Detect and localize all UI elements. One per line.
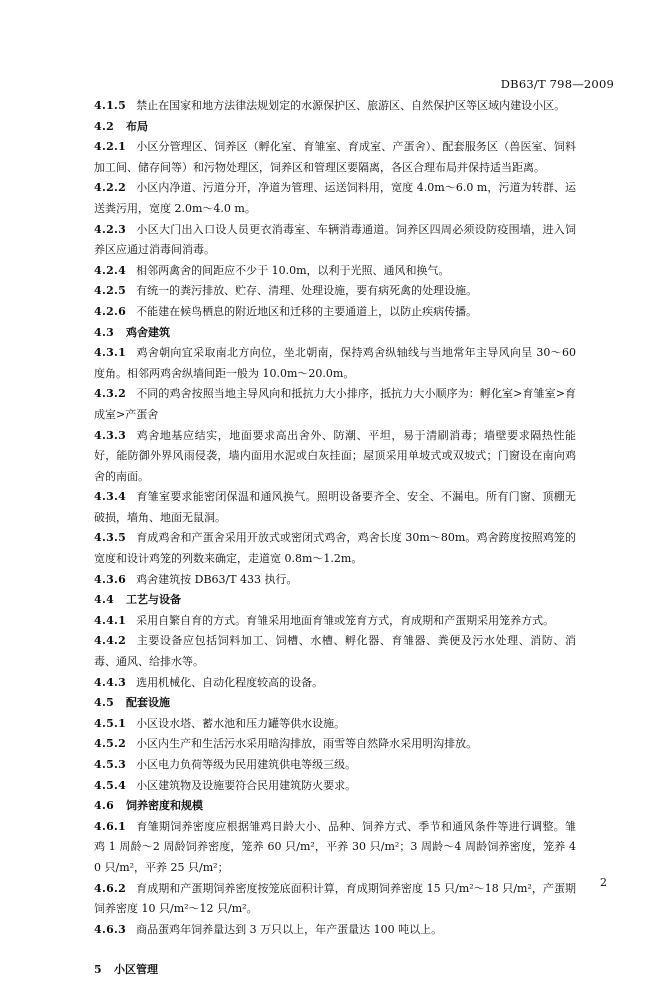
clause-4-3-5 [94,528,576,569]
clause-4-4-2 [94,631,576,672]
clause-4-3-2 [94,384,576,425]
clause-4-5-2 [94,734,576,755]
clause-text: 育成期和产蛋期饲养密度按笼底面积计算，育成期饲养密度 15 只/m²～18 只/m²，产蛋期饲养密度 10 只/m²～12 只/m²。 [94,881,576,916]
section-title: 工艺与设备 [126,593,182,607]
clause-text: 商品蛋鸡年饲养量达到 3 万只以上，年产蛋量达 100 吨以上。 [136,922,443,936]
clause-4-4-3 [94,673,576,694]
clause-text: 鸡舍建筑按 DB63/T 433 执行。 [136,572,298,586]
clause-number: 4.4.2 [94,634,127,648]
section-number: 4.4 [94,593,115,607]
standard-code-header: DB63/T 798—2009 [500,77,614,91]
clause-number: 4.4.3 [94,675,127,689]
section-number: 4.5 [94,696,115,710]
clause-4-1-5 [94,96,576,117]
clause-number: 4.1.5 [94,99,127,112]
clause-4-3-1 [94,343,576,384]
clause-text: 育雏室要求能密闭保温和通风换气。照明设备要齐全、安全、不漏电。所有门窗、顶棚无破损，墙角、地面无鼠洞。 [94,490,576,524]
clause-number: 4.3.1 [94,346,127,360]
clause-text: 小区分管理区、饲养区（孵化室、育雏室、育成室、产蛋舍）、配套服务区（兽医室、饲料加工间、储存间等）和污物处理区，饲养区和管理区要隔离，各区合理布局并保持适当距离。 [94,140,576,174]
page-number: 2 [600,876,607,889]
clause-4-3-3 [94,426,576,488]
clause-number: 4.2.4 [94,263,127,277]
clause-number: 4.2.6 [94,304,127,318]
section-title: 配套设施 [126,696,171,710]
clause-4-2-1 [94,137,576,178]
clause-4-3-4 [94,487,576,528]
section-title: 小区管理 [113,963,158,977]
clause-4-5-3 [94,755,576,776]
section-title: 鸡舍建筑 [126,325,171,339]
clause-4-4-1 [94,611,576,632]
clause-text: 禁止在国家和地方法律法规划定的水源保护区、旅游区、自然保护区等区域内建设小区。 [136,99,566,112]
clause-text: 小区内净道、污道分开，净道为管理、运送饲料用，宽度 4.0m～6.0 m，污道为转群、运送粪污用，宽度 2.0m～4.0 m。 [94,181,576,215]
section-title: 饲养密度和规模 [126,799,204,813]
clause-number: 4.3.4 [94,490,127,504]
clause-text: 小区设水塔、蓄水池和压力罐等供水设施。 [136,716,346,730]
section-heading-4-4 [94,590,576,611]
section-number: 5 [94,963,102,977]
clause-text: 育成鸡舍和产蛋舍采用开放式或密闭式鸡舍，鸡舍长度 30m～80m。鸡舍跨度按照鸡笼的宽度和设计鸡笼的列数来确定，走道宽 0.8m～1.2m。 [94,531,576,566]
clause-text: 不能建在候鸟栖息的附近地区和迁移的主要通道上，以防止疾病传播。 [136,304,478,318]
section-heading-4-5 [94,693,576,714]
clause-text: 育雏期饲养密度应根据雏鸡日龄大小、品种、饲养方式、季节和通风条件等进行调整。雏鸡 1 周龄～2 周龄饲养密度，笼养 60 只/m²，平养 30 只/m²；3 周龄～4 周龄饲养密度，笼养 40 只/m²，平养 25 只/m²； [94,819,576,874]
clause-text: 采用自繁自育的方式。育雏采用地面育雏或笼育方式，育成期和产蛋期采用笼养方式。 [136,613,555,627]
section-spacer [94,940,576,960]
clause-number: 4.5.3 [94,758,127,771]
clause-number: 4.6.2 [94,881,127,895]
clause-4-6-3 [94,920,576,941]
clause-4-2-3 [94,220,576,261]
clause-4-6-1 [94,817,576,879]
clause-number: 4.3.6 [94,572,127,586]
section-number: 4.3 [94,325,115,339]
clause-text: 小区建筑物及设施要符合民用建筑防火要求。 [136,778,357,792]
clause-text: 有统一的粪污排放、贮存、清理、处理设施，要有病死禽的处理设施。 [136,284,478,298]
document-body [94,96,576,981]
clause-4-5-1 [94,714,576,735]
clause-4-2-4 [94,261,576,282]
clause-text: 鸡舍地基应结实，地面要求高出舍外、防潮、平坦，易于清刷消毒；墙壁要求隔热性能好，能防御外界风雨侵袭，墙内面用水泥或白灰挂面；屋顶采用单坡式或双坡式；门窗设在南向鸡舍的南面。 [94,428,576,483]
clause-number: 4.5.4 [94,778,127,792]
clause-4-5-4 [94,776,576,797]
clause-number: 4.3.2 [94,387,127,401]
clause-number: 4.2.1 [94,140,127,154]
clause-number: 4.2.5 [94,284,127,298]
clause-4-6-2 [94,879,576,920]
clause-4-2-5 [94,281,576,302]
clause-text: 小区大门出入口设人员更衣消毒室、车辆消毒通道。饲养区四周必须设防疫围墙，进入饲养区应通过消毒间消毒。 [94,222,576,257]
clause-4-3-6 [94,570,576,591]
clause-text: 小区内生产和生活污水采用暗沟排放，雨雪等自然降水采用明沟排放。 [136,737,478,751]
section-heading-5 [94,960,576,981]
clause-number: 4.5.2 [94,737,127,751]
section-title: 布局 [126,119,149,133]
section-heading-4-2 [94,117,576,138]
section-number: 4.2 [94,119,115,133]
clause-text: 不同的鸡舍按照当地主导风向和抵抗力大小排序，抵抗力大小顺序为：孵化室>育雏室>育成室>产蛋舍 [94,387,576,421]
clause-number: 4.5.1 [94,716,127,730]
section-number: 4.6 [94,799,115,813]
clause-text: 主要设备应包括饲料加工、饲槽、水槽、孵化器、育雏器、粪便及污水处理、消防、消毒、通风、给排水等。 [94,634,576,669]
clause-text: 鸡舍朝向宜采取南北方向位，坐北朝南，保持鸡舍纵轴线与当地常年主导风向呈 30～60 度角。相邻两鸡舍纵墙间距一般为 10.0m～20.0m。 [94,346,576,380]
clause-4-2-6 [94,302,576,323]
clause-number: 4.3.3 [94,428,127,442]
clause-number: 4.6.1 [94,819,127,833]
clause-text: 相邻两禽舍的间距应不少于 10.0m，以利于光照、通风和换气。 [136,263,450,277]
clause-number: 4.6.3 [94,922,127,936]
clause-number: 4.2.3 [94,222,127,236]
section-heading-4-3 [94,323,576,344]
clause-number: 4.2.2 [94,181,127,195]
clause-number: 4.4.1 [94,613,127,627]
clause-number: 4.3.5 [94,531,127,545]
clause-4-2-2 [94,178,576,219]
clause-text: 小区电力负荷等级为民用建筑供电等级三级。 [136,758,357,771]
section-heading-4-6 [94,796,576,817]
clause-text: 选用机械化、自动化程度较高的设备。 [136,675,324,689]
